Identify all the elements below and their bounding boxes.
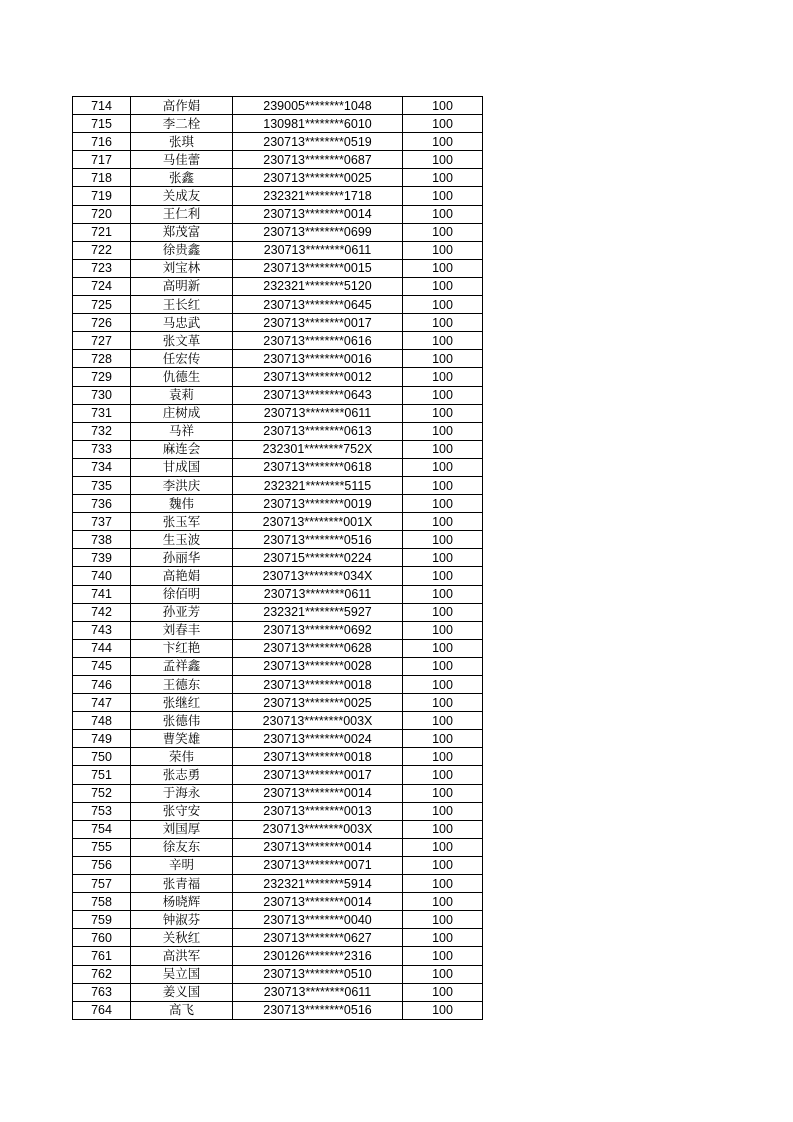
id-number-cell: 230713********034X [233,567,403,585]
score-cell: 100 [403,277,483,295]
person-name-cell: 马佳蕾 [131,151,233,169]
person-name-cell: 张琪 [131,133,233,151]
id-number-cell: 230713********0611 [233,404,403,422]
table-row [73,621,483,639]
id-number-cell: 232301********752X [233,440,403,458]
row-number-cell: 761 [73,947,131,965]
score-cell: 100 [403,965,483,983]
row-number-cell: 736 [73,495,131,513]
table-row [73,820,483,838]
score-cell: 100 [403,820,483,838]
table-row [73,875,483,893]
score-cell: 100 [403,802,483,820]
table-row [73,567,483,585]
id-number-cell: 230713********0627 [233,929,403,947]
row-number-cell: 758 [73,893,131,911]
person-name-cell: 姜义国 [131,983,233,1001]
score-cell: 100 [403,314,483,332]
id-number-cell: 230713********0018 [233,676,403,694]
row-number-cell: 747 [73,694,131,712]
row-number-cell: 750 [73,748,131,766]
score-cell: 100 [403,838,483,856]
score-cell: 100 [403,712,483,730]
person-name-cell: 张文革 [131,332,233,350]
table-row [73,965,483,983]
row-number-cell: 734 [73,458,131,476]
score-cell: 100 [403,422,483,440]
table-row [73,115,483,133]
table-row [73,657,483,675]
person-name-cell: 孟祥鑫 [131,657,233,675]
score-cell: 100 [403,205,483,223]
table-row [73,603,483,621]
row-number-cell: 759 [73,911,131,929]
row-number-cell: 753 [73,802,131,820]
person-name-cell: 李洪庆 [131,476,233,494]
row-number-cell: 716 [73,133,131,151]
id-number-cell: 230713********0516 [233,1001,403,1019]
score-cell: 100 [403,657,483,675]
table-row [73,169,483,187]
person-name-cell: 郑茂富 [131,223,233,241]
row-number-cell: 744 [73,639,131,657]
id-number-cell: 230713********0014 [233,205,403,223]
row-number-cell: 721 [73,223,131,241]
row-number-cell: 741 [73,585,131,603]
row-number-cell: 718 [73,169,131,187]
score-cell: 100 [403,531,483,549]
id-number-cell: 239005********1048 [233,97,403,115]
person-name-cell: 张鑫 [131,169,233,187]
table-row [73,368,483,386]
score-cell: 100 [403,241,483,259]
row-number-cell: 742 [73,603,131,621]
roster-table-body [73,97,483,1020]
person-name-cell: 任宏传 [131,350,233,368]
id-number-cell: 230713********0071 [233,856,403,874]
score-cell: 100 [403,856,483,874]
person-name-cell: 刘宝林 [131,259,233,277]
person-name-cell: 张继红 [131,694,233,712]
score-cell: 100 [403,386,483,404]
row-number-cell: 735 [73,476,131,494]
person-name-cell: 庄树成 [131,404,233,422]
row-number-cell: 751 [73,766,131,784]
row-number-cell: 714 [73,97,131,115]
score-cell: 100 [403,748,483,766]
table-row [73,440,483,458]
score-cell: 100 [403,223,483,241]
person-name-cell: 张玉军 [131,513,233,531]
score-cell: 100 [403,495,483,513]
row-number-cell: 739 [73,549,131,567]
table-row [73,802,483,820]
person-name-cell: 张青福 [131,875,233,893]
person-name-cell: 王德东 [131,676,233,694]
id-number-cell: 230713********0613 [233,422,403,440]
person-name-cell: 孙亚芳 [131,603,233,621]
row-number-cell: 724 [73,277,131,295]
id-number-cell: 230713********0013 [233,802,403,820]
person-name-cell: 孙丽华 [131,549,233,567]
person-name-cell: 关成友 [131,187,233,205]
score-cell: 100 [403,730,483,748]
table-row [73,187,483,205]
table-row [73,97,483,115]
id-number-cell: 230713********0014 [233,784,403,802]
person-name-cell: 高明新 [131,277,233,295]
row-number-cell: 757 [73,875,131,893]
score-cell: 100 [403,694,483,712]
table-row [73,712,483,730]
table-row [73,513,483,531]
table-row [73,476,483,494]
table-row [73,893,483,911]
score-cell: 100 [403,115,483,133]
person-name-cell: 生玉波 [131,531,233,549]
row-number-cell: 748 [73,712,131,730]
id-number-cell: 230713********0024 [233,730,403,748]
table-row [73,531,483,549]
table-row [73,404,483,422]
table-row [73,241,483,259]
score-cell: 100 [403,440,483,458]
row-number-cell: 746 [73,676,131,694]
id-number-cell: 230713********0628 [233,639,403,657]
person-name-cell: 甘成国 [131,458,233,476]
score-cell: 100 [403,639,483,657]
person-name-cell: 马祥 [131,422,233,440]
table-row [73,458,483,476]
id-number-cell: 230713********0510 [233,965,403,983]
id-number-cell: 230713********0699 [233,223,403,241]
person-name-cell: 杨晓辉 [131,893,233,911]
score-cell: 100 [403,187,483,205]
table-row [73,205,483,223]
roster-table [72,96,483,1020]
table-row [73,259,483,277]
score-cell: 100 [403,513,483,531]
id-number-cell: 230713********0014 [233,838,403,856]
table-row [73,350,483,368]
person-name-cell: 高飞 [131,1001,233,1019]
row-number-cell: 720 [73,205,131,223]
table-row [73,277,483,295]
id-number-cell: 230713********0645 [233,296,403,314]
score-cell: 100 [403,676,483,694]
id-number-cell: 232321********5914 [233,875,403,893]
id-number-cell: 230713********001X [233,513,403,531]
id-number-cell: 230713********0519 [233,133,403,151]
row-number-cell: 743 [73,621,131,639]
row-number-cell: 717 [73,151,131,169]
score-cell: 100 [403,368,483,386]
id-number-cell: 230713********0687 [233,151,403,169]
id-number-cell: 230713********0028 [233,657,403,675]
row-number-cell: 740 [73,567,131,585]
person-name-cell: 曹笑雄 [131,730,233,748]
id-number-cell: 232321********1718 [233,187,403,205]
table-row [73,784,483,802]
table-row [73,983,483,1001]
person-name-cell: 徐佰明 [131,585,233,603]
row-number-cell: 745 [73,657,131,675]
table-row [73,748,483,766]
row-number-cell: 715 [73,115,131,133]
id-number-cell: 230713********0611 [233,983,403,1001]
row-number-cell: 738 [73,531,131,549]
row-number-cell: 728 [73,350,131,368]
row-number-cell: 719 [73,187,131,205]
row-number-cell: 760 [73,929,131,947]
row-number-cell: 732 [73,422,131,440]
table-row [73,639,483,657]
id-number-cell: 230713********0611 [233,241,403,259]
row-number-cell: 731 [73,404,131,422]
person-name-cell: 高作娟 [131,97,233,115]
person-name-cell: 荣伟 [131,748,233,766]
row-number-cell: 762 [73,965,131,983]
row-number-cell: 733 [73,440,131,458]
table-row [73,296,483,314]
score-cell: 100 [403,947,483,965]
person-name-cell: 刘国厚 [131,820,233,838]
person-name-cell: 袁莉 [131,386,233,404]
person-name-cell: 刘春丰 [131,621,233,639]
score-cell: 100 [403,766,483,784]
id-number-cell: 230713********0611 [233,585,403,603]
row-number-cell: 764 [73,1001,131,1019]
table-row [73,133,483,151]
id-number-cell: 230713********0616 [233,332,403,350]
person-name-cell: 麻连会 [131,440,233,458]
row-number-cell: 723 [73,259,131,277]
table-row [73,422,483,440]
table-row [73,911,483,929]
score-cell: 100 [403,259,483,277]
table-row [73,766,483,784]
id-number-cell: 230126********2316 [233,947,403,965]
table-row [73,386,483,404]
score-cell: 100 [403,911,483,929]
id-number-cell: 232321********5120 [233,277,403,295]
table-row [73,151,483,169]
id-number-cell: 230713********0025 [233,169,403,187]
score-cell: 100 [403,296,483,314]
id-number-cell: 230713********0016 [233,350,403,368]
score-cell: 100 [403,929,483,947]
score-cell: 100 [403,621,483,639]
row-number-cell: 756 [73,856,131,874]
score-cell: 100 [403,784,483,802]
table-row [73,223,483,241]
score-cell: 100 [403,875,483,893]
person-name-cell: 李二栓 [131,115,233,133]
table-row [73,947,483,965]
score-cell: 100 [403,404,483,422]
score-cell: 100 [403,983,483,1001]
id-number-cell: 230713********0516 [233,531,403,549]
score-cell: 100 [403,893,483,911]
person-name-cell: 钟淑芬 [131,911,233,929]
person-name-cell: 徐友东 [131,838,233,856]
person-name-cell: 王长红 [131,296,233,314]
table-row [73,730,483,748]
row-number-cell: 752 [73,784,131,802]
id-number-cell: 230713********0012 [233,368,403,386]
person-name-cell: 高艳娟 [131,567,233,585]
row-number-cell: 727 [73,332,131,350]
row-number-cell: 730 [73,386,131,404]
person-name-cell: 魏伟 [131,495,233,513]
person-name-cell: 卞红艳 [131,639,233,657]
id-number-cell: 230713********0692 [233,621,403,639]
id-number-cell: 232321********5927 [233,603,403,621]
id-number-cell: 230713********0040 [233,911,403,929]
id-number-cell: 230713********0017 [233,314,403,332]
person-name-cell: 马忠武 [131,314,233,332]
id-number-cell: 230715********0224 [233,549,403,567]
person-name-cell: 张守安 [131,802,233,820]
table-row [73,694,483,712]
table-row [73,495,483,513]
id-number-cell: 230713********0017 [233,766,403,784]
id-number-cell: 230713********0014 [233,893,403,911]
score-cell: 100 [403,549,483,567]
person-name-cell: 辛明 [131,856,233,874]
row-number-cell: 726 [73,314,131,332]
id-number-cell: 230713********0643 [233,386,403,404]
table-row [73,929,483,947]
id-number-cell: 232321********5115 [233,476,403,494]
id-number-cell: 230713********0618 [233,458,403,476]
row-number-cell: 725 [73,296,131,314]
table-row [73,549,483,567]
row-number-cell: 737 [73,513,131,531]
score-cell: 100 [403,332,483,350]
table-row [73,1001,483,1019]
id-number-cell: 230713********0019 [233,495,403,513]
person-name-cell: 王仁利 [131,205,233,223]
id-number-cell: 230713********0025 [233,694,403,712]
id-number-cell: 130981********6010 [233,115,403,133]
person-name-cell: 张志勇 [131,766,233,784]
score-cell: 100 [403,603,483,621]
row-number-cell: 755 [73,838,131,856]
person-name-cell: 高洪军 [131,947,233,965]
person-name-cell: 张德伟 [131,712,233,730]
score-cell: 100 [403,97,483,115]
person-name-cell: 吴立国 [131,965,233,983]
score-cell: 100 [403,1001,483,1019]
table-row [73,838,483,856]
person-name-cell: 徐贵鑫 [131,241,233,259]
row-number-cell: 729 [73,368,131,386]
id-number-cell: 230713********0015 [233,259,403,277]
person-name-cell: 于海永 [131,784,233,802]
table-row [73,314,483,332]
score-cell: 100 [403,350,483,368]
id-number-cell: 230713********003X [233,820,403,838]
person-name-cell: 仇德生 [131,368,233,386]
score-cell: 100 [403,585,483,603]
row-number-cell: 749 [73,730,131,748]
score-cell: 100 [403,476,483,494]
score-cell: 100 [403,169,483,187]
row-number-cell: 754 [73,820,131,838]
table-row [73,585,483,603]
table-row [73,856,483,874]
score-cell: 100 [403,151,483,169]
table-row [73,676,483,694]
score-cell: 100 [403,458,483,476]
row-number-cell: 763 [73,983,131,1001]
id-number-cell: 230713********003X [233,712,403,730]
id-number-cell: 230713********0018 [233,748,403,766]
score-cell: 100 [403,133,483,151]
table-row [73,332,483,350]
person-name-cell: 关秋红 [131,929,233,947]
score-cell: 100 [403,567,483,585]
row-number-cell: 722 [73,241,131,259]
